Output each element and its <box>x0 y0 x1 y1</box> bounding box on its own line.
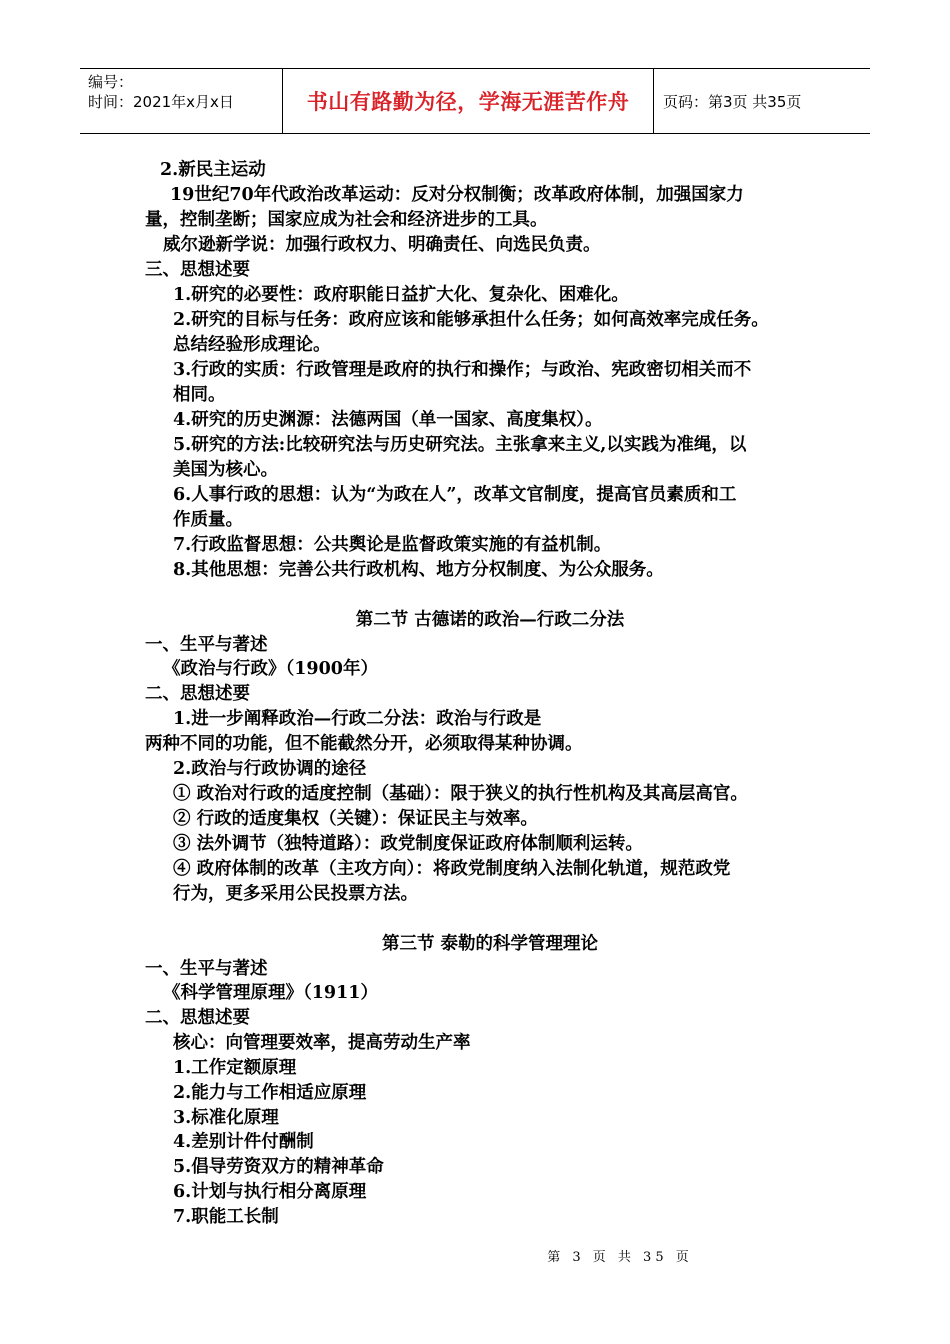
text-line: 核心：向管理要效率，提高劳动生产率 <box>173 1033 471 1053</box>
text-line: 5.研究的方法:比较研究法与历史研究法。主张拿来主义,以实践为准绳，以 <box>173 435 747 455</box>
text-line: 一、生平与著述 <box>145 959 268 979</box>
text-line: 行为，更多采用公民投票方法。 <box>173 884 418 904</box>
text-line: 二、思想述要 <box>145 1008 250 1028</box>
text-line: 美国为核心。 <box>173 460 278 480</box>
text-line: ② 行政的适度集权（关键）：保证民主与效率。 <box>173 809 538 829</box>
text-line: 2.新民主运动 <box>160 160 266 180</box>
text-line: 4.研究的历史渊源：法德两国（单一国家、高度集权）。 <box>173 410 603 430</box>
text-line: 4.差别计件付酬制 <box>173 1132 314 1152</box>
text-line: ③ 法外调节（独特道路）：政党制度保证政府体制顺利运转。 <box>173 834 643 854</box>
text-line: 威尔逊新学说：加强行政权力、明确责任、向选民负责。 <box>163 235 601 255</box>
text-line: 1.工作定额原理 <box>173 1058 297 1078</box>
text-line: 《政治与行政》（1900年） <box>163 659 378 679</box>
text-line: 相同。 <box>173 385 226 405</box>
page-footer: 第 3 页 共 35 页 <box>547 1250 693 1265</box>
text-line: 二、思想述要 <box>145 684 250 704</box>
text-line: 三、思想述要 <box>145 260 250 280</box>
text-line: 8.其他思想：完善公共行政机构、地方分权制度、为公众服务。 <box>173 560 664 580</box>
text-line: 6.计划与执行相分离原理 <box>173 1182 367 1202</box>
text-line: 量，控制垄断；国家应成为社会和经济进步的工具。 <box>145 210 548 230</box>
text-line: 《科学管理原理》（1911） <box>163 983 378 1003</box>
text-line: 5.倡导劳资双方的精神革命 <box>173 1157 384 1177</box>
text-line: 19世纪70年代政治改革运动：反对分权制衡；改革政府体制，加强国家力 <box>170 185 744 205</box>
text-line: 1.进一步阐释政治—行政二分法：政治与行政是 <box>173 709 542 729</box>
time-label: 时间：2021年x月x日 <box>88 93 234 111</box>
text-line: 2.政治与行政协调的途径 <box>173 759 367 779</box>
text-line: 2.能力与工作相适应原理 <box>173 1083 367 1103</box>
text-line: 2.研究的目标与任务：政府应该和能够承担什么任务；如何高效率完成任务。 <box>173 310 769 330</box>
text-line: ④ 政府体制的改革（主攻方向）：将政党制度纳入法制化轨道，规范政党 <box>173 859 731 879</box>
text-line: 一、生平与著述 <box>145 635 268 655</box>
number-label: 编号： <box>88 73 134 91</box>
text-line: 作质量。 <box>173 510 243 530</box>
text-line: 3.行政的实质：行政管理是政府的执行和操作；与政治、宪政密切相关而不 <box>173 360 752 380</box>
header-motto-cell <box>282 69 654 133</box>
text-line: ① 政治对行政的适度控制（基础）：限于狭义的执行性机构及其高层高官。 <box>173 784 748 804</box>
header-page-info <box>654 69 870 133</box>
page-info: 页码：第3页 共35页 <box>663 92 802 111</box>
text-line: 3.标准化原理 <box>173 1108 279 1128</box>
text-line: 7.职能工长制 <box>173 1207 279 1227</box>
header-meta <box>80 69 282 133</box>
text-line: 6.人事行政的思想：认为“为政在人”，改革文官制度，提高官员素质和工 <box>173 485 737 505</box>
text-line: 7.行政监督思想：公共舆论是监督政策实施的有益机制。 <box>173 535 612 555</box>
section-heading: 第三节 泰勒的科学管理理论 <box>381 934 599 954</box>
text-line: 总结经验形成理论。 <box>173 335 331 355</box>
page-header <box>80 68 870 134</box>
text-line: 1.研究的必要性：政府职能日益扩大化、复杂化、困难化。 <box>173 285 629 305</box>
text-line: 两种不同的功能，但不能截然分开，必须取得某种协调。 <box>145 734 583 754</box>
motto: 书山有路勤为径，学海无涯苦作舟 <box>306 89 630 114</box>
section-heading: 第二节 古德诺的政治—行政二分法 <box>355 610 625 630</box>
